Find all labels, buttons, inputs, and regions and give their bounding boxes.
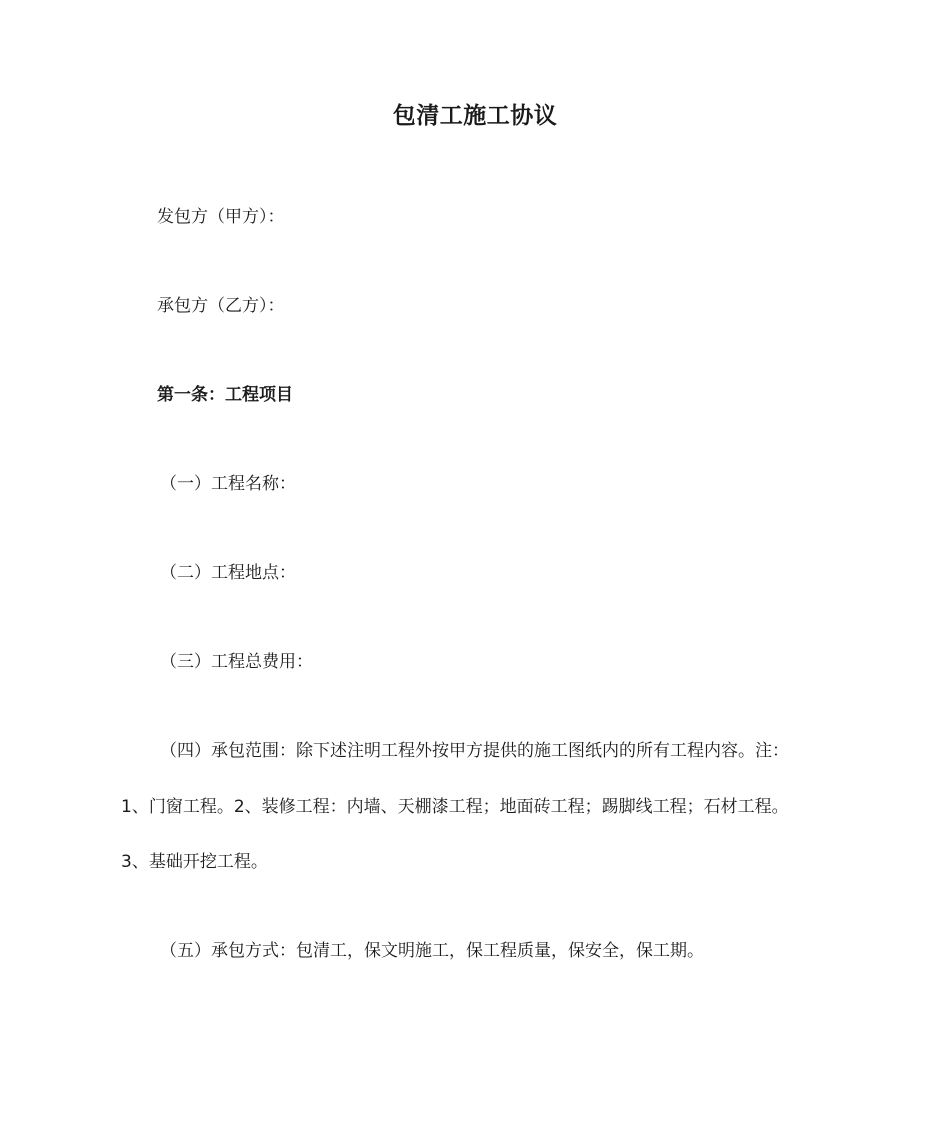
party-b-label: 承包方（乙方）： [157,296,285,316]
contract-scope-line-2: 1、门窗工程。2、装修工程：内墙、天棚漆工程；地面砖工程；踢脚线工程；石材工程。 [121,797,789,817]
article-1-heading: 第一条：工程项目 [157,385,293,405]
contract-scope-line-3: 3、基础开挖工程。 [121,852,268,872]
contract-method-line: （五）承包方式：包清工，保文明施工，保工程质量，保安全，保工期。 [160,941,704,961]
party-a-label: 发包方（甲方）： [157,207,285,227]
project-name-label: （一）工程名称： [160,474,296,494]
contract-scope-line-1: （四）承包范围：除下述注明工程外按甲方提供的施工图纸内的所有工程内容。注： [160,741,789,761]
project-total-cost-label: （三）工程总费用： [160,652,313,672]
document-title: 包清工施工协议 [392,103,558,129]
project-location-label: （二）工程地点： [160,563,296,583]
